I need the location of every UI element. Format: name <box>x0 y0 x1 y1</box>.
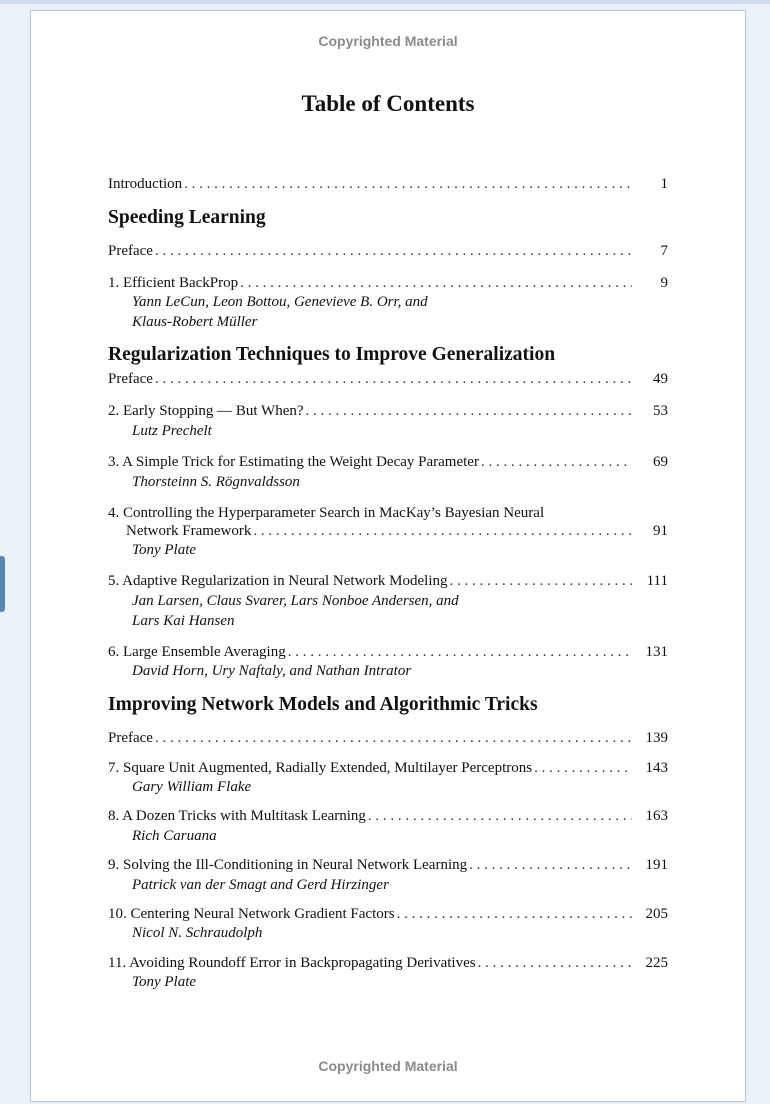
toc-entry-chapter-8[interactable] <box>108 807 668 826</box>
toc-entry-authors <box>132 592 652 631</box>
dot-leader <box>184 175 632 194</box>
toc-entry-label: Preface <box>108 730 153 746</box>
author-line: Yann LeCun, Leon Bottou, Genevieve B. Orr, and <box>132 294 428 310</box>
author-line: Klaus-Robert Müller <box>132 313 258 330</box>
toc-entry-authors <box>132 924 652 944</box>
toc-entry-chapter-4[interactable] <box>126 522 668 541</box>
author-line: Rich Caruana <box>132 828 217 844</box>
toc-entry-label: 11. Avoiding Roundoff Error in Backpropagating Derivatives <box>108 955 476 971</box>
toc-entry-chapter-2[interactable] <box>108 402 668 421</box>
toc-entry-page: 7 <box>660 243 668 259</box>
toc-entry-page: 111 <box>646 573 668 589</box>
toc-entry-label: Preface <box>108 371 153 387</box>
toc-entry-page: 143 <box>645 760 668 776</box>
toc-entry-authors <box>132 662 652 682</box>
toc-entry-authors <box>132 541 652 561</box>
section-heading: Improving Network Models and Algorithmic Tricks <box>108 694 538 715</box>
toc-entry-label: 3. A Simple Trick for Estimating the Weight Decay Parameter <box>108 454 479 470</box>
toc-entry-page: 225 <box>645 955 668 971</box>
dot-leader <box>155 242 632 261</box>
toc-entry-label: 6. Large Ensemble Averaging <box>108 644 286 660</box>
dot-leader <box>450 572 633 591</box>
viewer-top-edge <box>0 0 770 4</box>
page-title: Table of Contents <box>301 91 475 116</box>
author-line: Patrick van der Smagt and Gerd Hirzinger <box>132 877 389 893</box>
section-heading: Speeding Learning <box>108 207 266 228</box>
dot-leader <box>155 729 632 748</box>
toc-entry-authors <box>132 827 652 847</box>
author-line: Nicol N. Schraudolph <box>132 925 263 941</box>
author-line: Tony Plate <box>132 974 197 990</box>
toc-entry-page: 1 <box>660 176 668 192</box>
toc-entry-chapter-4-title[interactable]: 4. Controlling the Hyperparameter Search in MacKay’s Bayesian Neural <box>108 505 545 521</box>
toc-entry-chapter-1[interactable] <box>108 274 668 293</box>
toc-entry-authors <box>132 973 652 993</box>
author-line: David Horn, Ury Naftaly, and Nathan Intrator <box>132 663 412 679</box>
document-page <box>30 10 746 1102</box>
toc-entry-page: 69 <box>653 454 668 470</box>
dot-leader <box>368 807 632 826</box>
toc-entry-page: 191 <box>645 857 668 873</box>
dot-leader <box>481 453 632 472</box>
dot-leader <box>155 370 632 389</box>
dot-leader <box>469 856 632 875</box>
dot-leader <box>306 402 632 421</box>
watermark-top: Copyrighted Material <box>318 33 458 49</box>
toc-entry-label: 1. Efficient BackProp <box>108 275 239 291</box>
toc-entry-chapter-11[interactable] <box>108 954 668 973</box>
toc-entry-page: 205 <box>645 906 668 922</box>
toc-entry-label: Preface <box>108 243 153 259</box>
toc-entry-authors <box>132 422 652 442</box>
toc-entry-preface[interactable] <box>108 242 668 261</box>
toc-entry-label: 7. Square Unit Augmented, Radially Extended, Multilayer Perceptrons <box>108 760 533 776</box>
toc-entry-label: 10. Centering Neural Network Gradient Factors <box>108 906 395 922</box>
dot-leader <box>478 954 632 973</box>
toc-entry-page: 53 <box>653 403 668 419</box>
toc-entry-chapter-6[interactable] <box>108 643 668 662</box>
toc-entry-authors <box>132 778 652 798</box>
sidebar-toggle-tab[interactable] <box>0 556 5 612</box>
toc-entry-page: 131 <box>645 644 668 660</box>
author-line: Thorsteinn S. Rögnvaldsson <box>132 474 300 490</box>
toc-entry-authors <box>132 293 652 332</box>
toc-entry-label: Network Framework <box>126 523 252 539</box>
toc-entry-chapter-7[interactable] <box>108 759 668 778</box>
watermark-bottom: Copyrighted Material <box>318 1058 458 1074</box>
toc-entry-page: 49 <box>653 371 668 387</box>
toc-entry-label: 2. Early Stopping — But When? <box>108 403 304 419</box>
toc-entry-label: Introduction <box>108 176 183 192</box>
toc-entry-label: 5. Adaptive Regularization in Neural Network Modeling <box>108 573 448 589</box>
author-line: Tony Plate <box>132 542 197 558</box>
author-line: Jan Larsen, Claus Svarer, Lars Nonboe Andersen, and <box>132 593 459 609</box>
author-line: Gary William Flake <box>132 779 252 795</box>
toc-entry-label: 9. Solving the Ill-Conditioning in Neural Network Learning <box>108 857 468 873</box>
toc-entry-page: 139 <box>645 730 668 746</box>
toc-entry-authors <box>132 876 652 896</box>
toc-entry-chapter-3[interactable] <box>108 453 668 472</box>
toc-entry-chapter-9[interactable] <box>108 856 668 875</box>
toc-entry-chapter-5[interactable] <box>108 572 668 591</box>
dot-leader <box>534 759 632 778</box>
toc-entry-page: 91 <box>653 523 668 539</box>
toc-entry-page: 163 <box>645 808 668 824</box>
toc-entry-page: 9 <box>660 275 668 291</box>
dot-leader <box>288 643 632 662</box>
toc-entry-introduction[interactable] <box>108 175 668 194</box>
dot-leader <box>253 522 632 541</box>
toc-entry-chapter-10[interactable] <box>108 905 668 924</box>
toc-entry-preface[interactable] <box>108 370 668 389</box>
dot-leader <box>240 274 632 293</box>
toc-entry-label: 8. A Dozen Tricks with Multitask Learning <box>108 808 366 824</box>
toc-entry-authors <box>132 473 652 493</box>
author-line: Lutz Prechelt <box>132 423 212 439</box>
dot-leader <box>397 905 632 924</box>
author-line: Lars Kai Hansen <box>132 612 235 629</box>
section-heading: Regularization Techniques to Improve Generalization <box>108 344 556 365</box>
toc-entry-preface[interactable] <box>108 729 668 748</box>
